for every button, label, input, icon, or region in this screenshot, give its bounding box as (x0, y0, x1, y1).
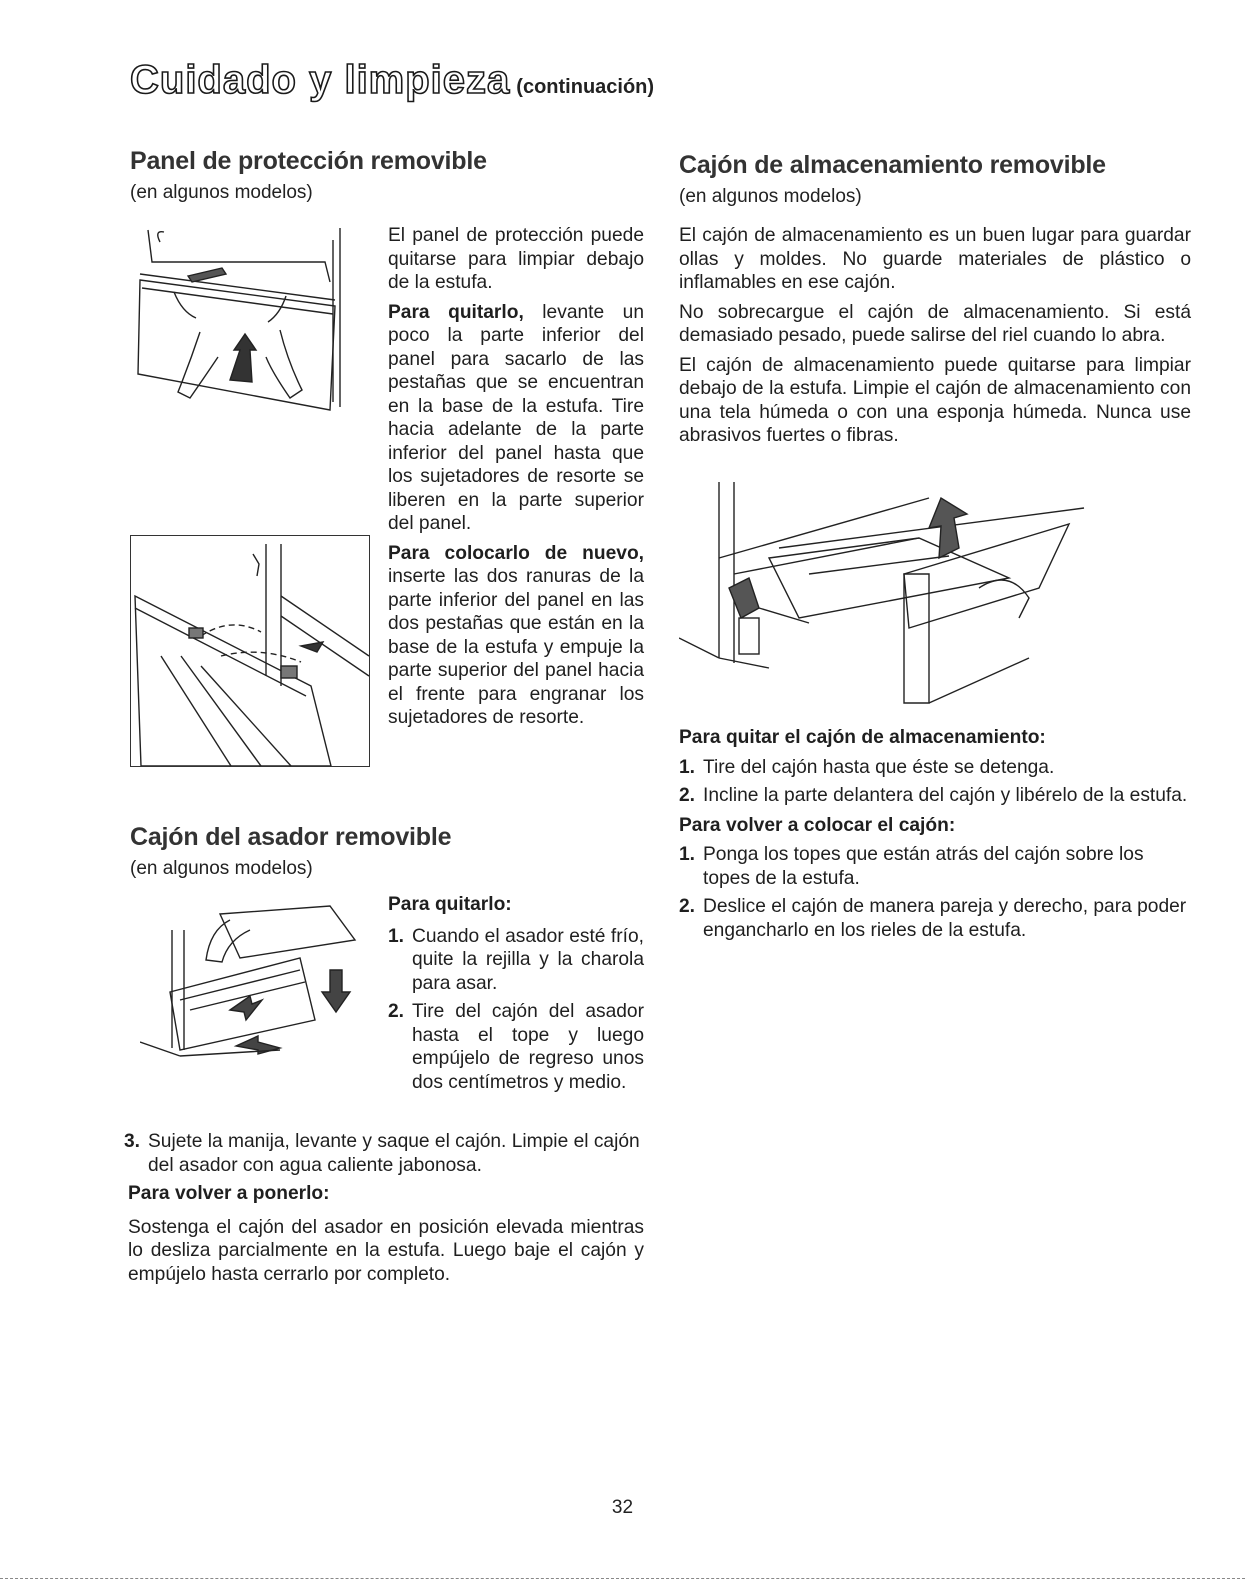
step-text: Ponga los topes que están atrás del cajón sobre los topes de la estufa. (703, 844, 1144, 889)
broiler-replace-heading: Para volver a ponerlo: (128, 1183, 330, 1204)
list-item (679, 784, 1191, 808)
storage-text (679, 224, 1191, 454)
step-text: Tire del cajón del asador hasta el tope y luego empújelo de regreso unos dos centímetros y medio. (412, 1001, 644, 1093)
step-number: 1. (388, 925, 405, 947)
broiler-remove-heading: Para quitarlo: (388, 894, 512, 915)
page-title-main: Cuidado y limpieza (130, 58, 511, 102)
storage-instructions (679, 726, 1191, 947)
storage-heading: Cajón de almacenamiento removible (679, 151, 1106, 179)
storage-replace-list (679, 843, 1191, 942)
storage-subheading: (en algunos modelos) (679, 186, 862, 207)
storage-p2: No sobrecargue el cajón de almacenamiento. Si está demasiado pesado, puede salirse del riel cuando lo abra. (679, 301, 1191, 346)
panel-p3 (388, 542, 644, 730)
list-item (124, 1130, 644, 1177)
list-item (388, 1000, 644, 1094)
broiler-continue-block (124, 1130, 644, 1286)
list-item (679, 895, 1191, 942)
panel-install-illustration (130, 535, 370, 767)
page-title (130, 58, 654, 103)
step-number: 1. (679, 844, 696, 865)
storage-remove-list (679, 756, 1191, 808)
panel-heading: Panel de protección removible (130, 147, 487, 175)
panel-removal-illustration (130, 222, 348, 414)
step-number: 2. (679, 785, 696, 806)
panel-p2-text: levante un poco la parte inferior del panel para sacarlo de las pestañas que se encuentran en la base de la estufa. Tire hacia adelante de la parte inferior del panel hasta que los sujetadores de resorte se liberen en la parte superior del panel. (388, 301, 644, 534)
step-number: 3. (124, 1131, 141, 1152)
broiler-subheading: (en algunos modelos) (130, 858, 313, 879)
step-number: 2. (388, 1001, 405, 1022)
list-item (679, 756, 1191, 780)
broiler-steps-list-cont (124, 1130, 644, 1177)
storage-drawer-illustration (679, 478, 1089, 708)
page-number: 32 (611, 1497, 634, 1518)
page-title-suffix: (continuación) (516, 76, 655, 98)
step-text: Deslice el cajón de manera pareja y derecho, para poder engancharlo en los rieles de la estufa. (703, 896, 1187, 941)
panel-text (388, 224, 644, 736)
broiler-drawer-illustration (140, 900, 365, 1060)
panel-p2 (388, 301, 644, 536)
broiler-steps-list (388, 925, 644, 1095)
step-text: Cuando el asador esté frío, quite la rejilla y la charola para asar. (412, 925, 644, 994)
broiler-heading: Cajón del asador removible (130, 823, 452, 851)
bottom-rule (0, 1578, 1245, 1579)
step-number: 1. (679, 756, 696, 778)
step-number: 2. (679, 896, 696, 917)
panel-subheading: (en algunos modelos) (130, 182, 313, 203)
step-text: Sujete la manija, levante y saque el cajón. Limpie el cajón del asador con agua caliente jabonosa. (148, 1131, 640, 1176)
panel-p3-lead: Para colocarlo de nuevo, (388, 542, 644, 564)
step-text: Tire del cajón hasta que éste se detenga. (703, 756, 1055, 778)
list-item (388, 925, 644, 996)
list-item (679, 843, 1191, 890)
broiler-remove-block (388, 893, 644, 1099)
storage-remove-heading: Para quitar el cajón de almacenamiento: (679, 727, 1046, 748)
storage-replace-heading: Para volver a colocar el cajón: (679, 814, 956, 836)
panel-p3-text: inserte las dos ranuras de la parte inferior del panel en las dos pestañas que están en la base de la estufa y empuje la parte superior del panel hacia el frente para engranar los sujetadores de resorte. (388, 566, 644, 728)
storage-p3: El cajón de almacenamiento puede quitarse para limpiar debajo de la estufa. Limpie el cajón de almacenamiento con una tela húmeda o con una esponja húmeda. Nunca use abrasivos fuertes o fibras. (679, 354, 1191, 446)
broiler-replace-text: Sostenga el cajón del asador en posición elevada mientras lo desliza parcialmente en la estufa. Luego baje el cajón y empújelo hasta cerrarlo por completo. (128, 1216, 644, 1285)
step-text: Incline la parte delantera del cajón y libérelo de la estufa. (703, 785, 1188, 806)
panel-p1: El panel de protección puede quitarse para limpiar debajo de la estufa. (388, 225, 644, 293)
panel-p2-lead: Para quitarlo, (388, 301, 524, 323)
storage-p1: El cajón de almacenamiento es un buen lugar para guardar ollas y moldes. No guarde materiales de plástico o inflamables en ese cajón. (679, 225, 1191, 293)
